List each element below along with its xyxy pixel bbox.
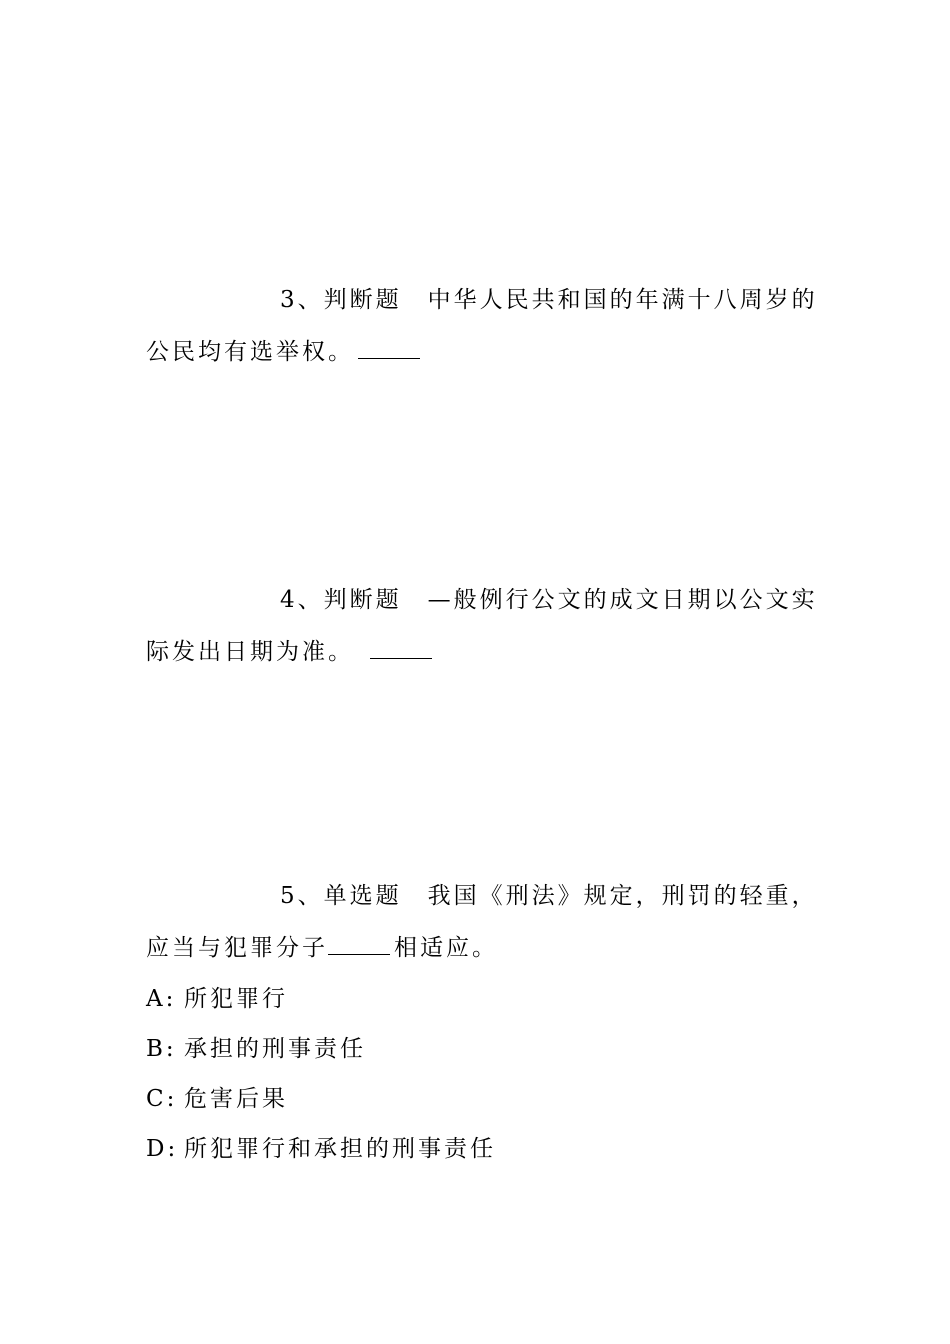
option-b[interactable]	[146, 1024, 806, 1074]
option-text: 所犯罪行	[184, 986, 288, 1012]
question-5-type: 单选题	[323, 883, 402, 909]
question-5-stem-line1	[146, 870, 818, 922]
answer-blank[interactable]	[328, 936, 390, 955]
question-4-type: 判断题	[323, 587, 402, 613]
question-3-stem-line1	[146, 274, 818, 326]
question-5	[146, 870, 818, 1174]
question-5-stem-line2	[146, 922, 806, 974]
option-letter: D:	[146, 1136, 179, 1162]
question-5-text-line2-after: 相适应。	[394, 935, 498, 961]
question-5-options	[146, 974, 806, 1174]
question-5-number: 5、	[280, 883, 324, 909]
option-a[interactable]	[146, 974, 806, 1024]
option-text: 危害后果	[184, 1086, 288, 1112]
question-3-stem-line2	[146, 326, 806, 378]
option-letter: C:	[146, 1086, 178, 1112]
question-4-text-line1: —般例行公文的成文日期以公文实	[427, 587, 818, 613]
question-3-number: 3、	[280, 287, 324, 313]
question-5-text-line2-before: 应当与犯罪分子	[146, 935, 328, 961]
option-c[interactable]	[146, 1074, 806, 1124]
question-3	[146, 274, 818, 378]
question-5-text-line1: 我国《刑法》规定，刑罚的轻重，	[427, 883, 818, 909]
option-text: 承担的刑事责任	[184, 1036, 366, 1062]
question-4-text-line2: 际发出日期为准。	[146, 639, 354, 665]
option-d[interactable]	[146, 1124, 806, 1174]
option-text: 所犯罪行和承担的刑事责任	[184, 1136, 496, 1162]
option-letter: B:	[146, 1036, 177, 1062]
option-letter: A:	[146, 986, 177, 1012]
question-4	[146, 574, 818, 678]
question-4-stem-line1	[146, 574, 818, 626]
question-3-text-line2: 公民均有选举权。	[146, 339, 354, 365]
question-3-text-line1: 中华人民共和国的年满十八周岁的	[427, 287, 818, 313]
question-3-type: 判断题	[323, 287, 402, 313]
answer-blank[interactable]	[370, 640, 432, 659]
question-4-stem-line2	[146, 626, 806, 678]
answer-blank[interactable]	[358, 340, 420, 359]
question-4-number: 4、	[280, 587, 324, 613]
